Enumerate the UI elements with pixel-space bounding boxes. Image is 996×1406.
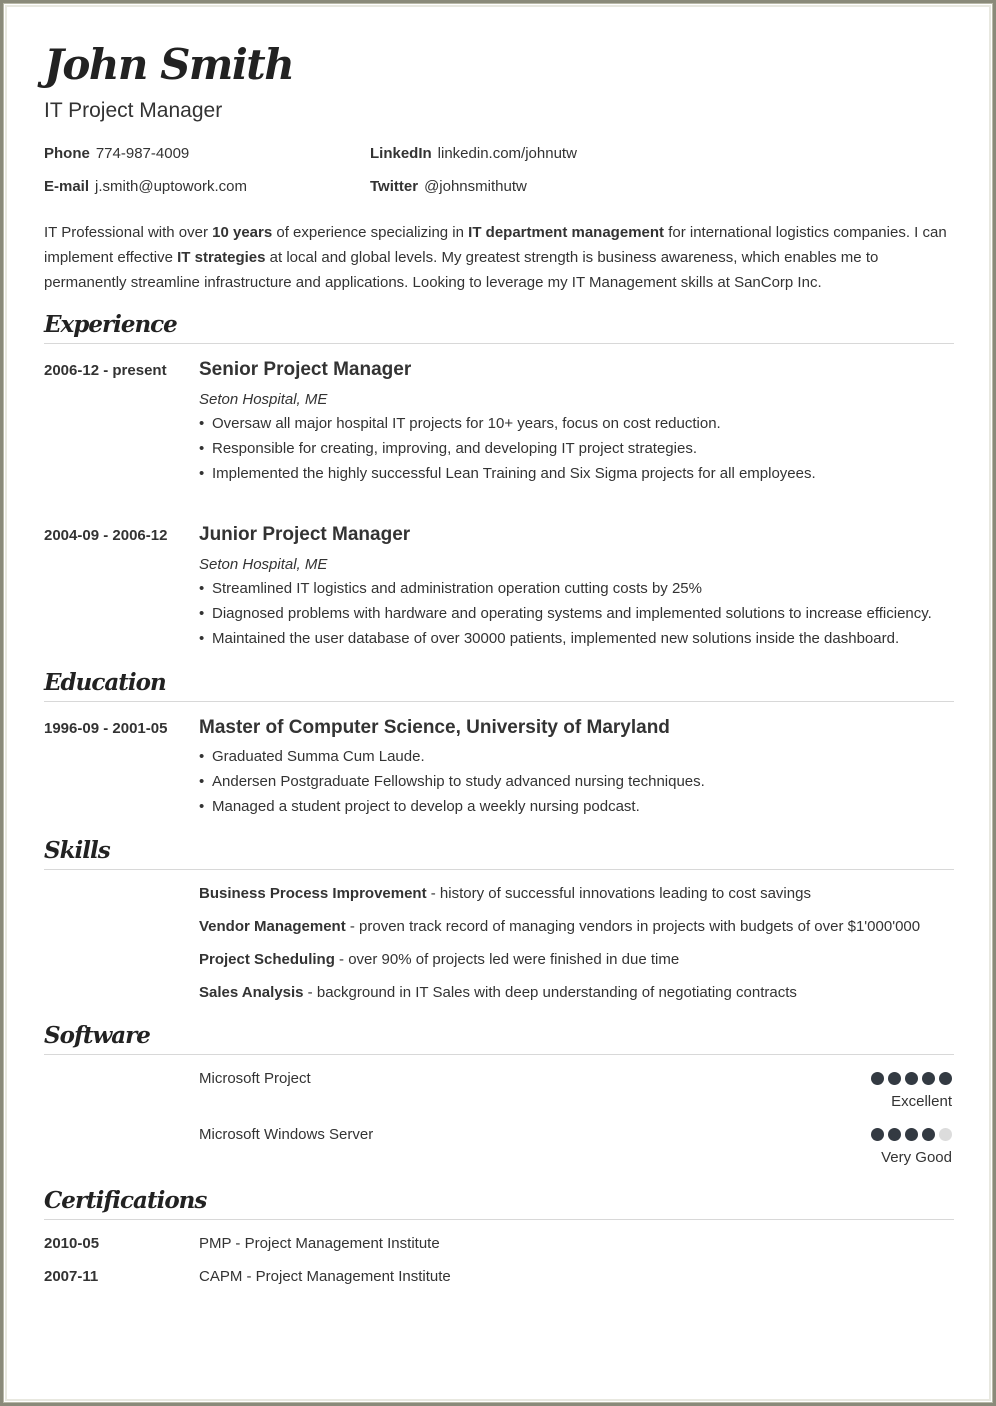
section-divider <box>44 343 954 344</box>
list-item: • Streamlined IT logistics and administration operation cutting costs by 25% <box>199 576 959 601</box>
software-name: Microsoft Windows Server <box>199 1126 374 1143</box>
rating-dot-filled <box>922 1128 935 1141</box>
contact-phone <box>44 145 189 162</box>
cert-date: 2010-05 <box>44 1235 100 1252</box>
linkedin-value[interactable]: linkedin.com/johnutw <box>437 145 577 162</box>
list-item: • Oversaw all major hospital IT projects for 10+ years, focus on cost reduction. <box>199 411 959 436</box>
rating-dot-filled <box>871 1072 884 1085</box>
twitter-label: Twitter <box>370 178 419 195</box>
section-title-experience: Experience <box>44 311 177 338</box>
linkedin-label: LinkedIn <box>370 145 432 162</box>
cert-name: CAPM - Project Management Institute <box>199 1268 451 1285</box>
skill-item: Vendor Management - proven track record of managing vendors in projects with budgets of over $1'000'000 <box>199 918 921 935</box>
section-divider <box>44 869 954 870</box>
job-bullets <box>199 411 959 486</box>
list-item: • Graduated Summa Cum Laude. <box>199 744 959 769</box>
section-divider <box>44 1054 954 1055</box>
list-item: • Andersen Postgraduate Fellowship to study advanced nursing techniques. <box>199 769 959 794</box>
software-name: Microsoft Project <box>199 1070 311 1087</box>
rating-dot-filled <box>888 1072 901 1085</box>
skill-item: Business Process Improvement - history of successful innovations leading to cost savings <box>199 885 811 902</box>
list-item: • Managed a student project to develop a weekly nursing podcast. <box>199 794 959 819</box>
list-item: • Implemented the highly successful Lean Training and Six Sigma projects for all employees. <box>199 461 959 486</box>
job-title: Senior Project Manager <box>199 359 412 380</box>
candidate-name: John Smith <box>44 40 294 89</box>
rating-dot-filled <box>922 1072 935 1085</box>
job-employer: Seton Hospital, ME <box>199 556 328 573</box>
section-divider <box>44 1219 954 1220</box>
job-dates: 2004-09 - 2006-12 <box>44 527 168 544</box>
list-item: • Maintained the user database of over 30000 patients, implemented new solutions inside the dashboard. <box>199 626 959 651</box>
skill-item: Sales Analysis - background in IT Sales with deep understanding of negotiating contracts <box>199 984 797 1001</box>
section-divider <box>44 701 954 702</box>
section-title-skills: Skills <box>44 837 110 864</box>
rating-dot-filled <box>871 1128 884 1141</box>
phone-value: 774-987-4009 <box>95 145 190 162</box>
phone-label: Phone <box>44 145 90 162</box>
list-item: • Diagnosed problems with hardware and operating systems and implemented solutions to increase efficiency. <box>199 601 959 626</box>
candidate-title: IT Project Manager <box>44 99 223 122</box>
job-employer: Seton Hospital, ME <box>199 391 328 408</box>
rating-dot-filled <box>905 1128 918 1141</box>
skill-item: Project Scheduling - over 90% of projects led were finished in due time <box>199 951 680 968</box>
education-degree: Master of Computer Science, University of Maryland <box>199 717 670 738</box>
software-rating <box>871 1072 952 1085</box>
section-title-software: Software <box>44 1022 150 1049</box>
cert-date: 2007-11 <box>44 1268 99 1285</box>
list-item: • Responsible for creating, improving, and developing IT project strategies. <box>199 436 959 461</box>
contact-email <box>44 178 247 195</box>
rating-dot-filled <box>888 1128 901 1141</box>
education-bullets <box>199 744 959 819</box>
contact-twitter <box>370 178 527 195</box>
section-title-certifications: Certifications <box>44 1187 207 1214</box>
contact-linkedin <box>370 145 577 162</box>
job-dates: 2006-12 - present <box>44 362 167 379</box>
job-bullets <box>199 576 959 651</box>
cert-name: PMP - Project Management Institute <box>199 1235 440 1252</box>
email-value[interactable]: j.smith@uptowork.com <box>95 178 247 195</box>
rating-dot-filled <box>905 1072 918 1085</box>
software-level: Very Good <box>881 1149 952 1166</box>
resume-page <box>3 3 993 1403</box>
email-label: E-mail <box>44 178 90 195</box>
job-title: Junior Project Manager <box>199 524 411 545</box>
education-dates: 1996-09 - 2001-05 <box>44 720 168 737</box>
summary-paragraph: IT Professional with over 10 years of experience specializing in IT department management for international logistics companies. I can implement effective IT strategies at local and global levels. My greatest strength is business awareness, which enables me to permanently streamline infrastructure and applications. Looking to leverage my IT Management skills at SanCorp Inc. <box>44 224 947 291</box>
twitter-value[interactable]: @johnsmithutw <box>424 178 527 195</box>
software-rating <box>871 1128 952 1141</box>
rating-dot-filled <box>939 1072 952 1085</box>
software-level: Excellent <box>891 1093 952 1110</box>
section-title-education: Education <box>44 669 166 696</box>
rating-dot-empty <box>939 1128 952 1141</box>
